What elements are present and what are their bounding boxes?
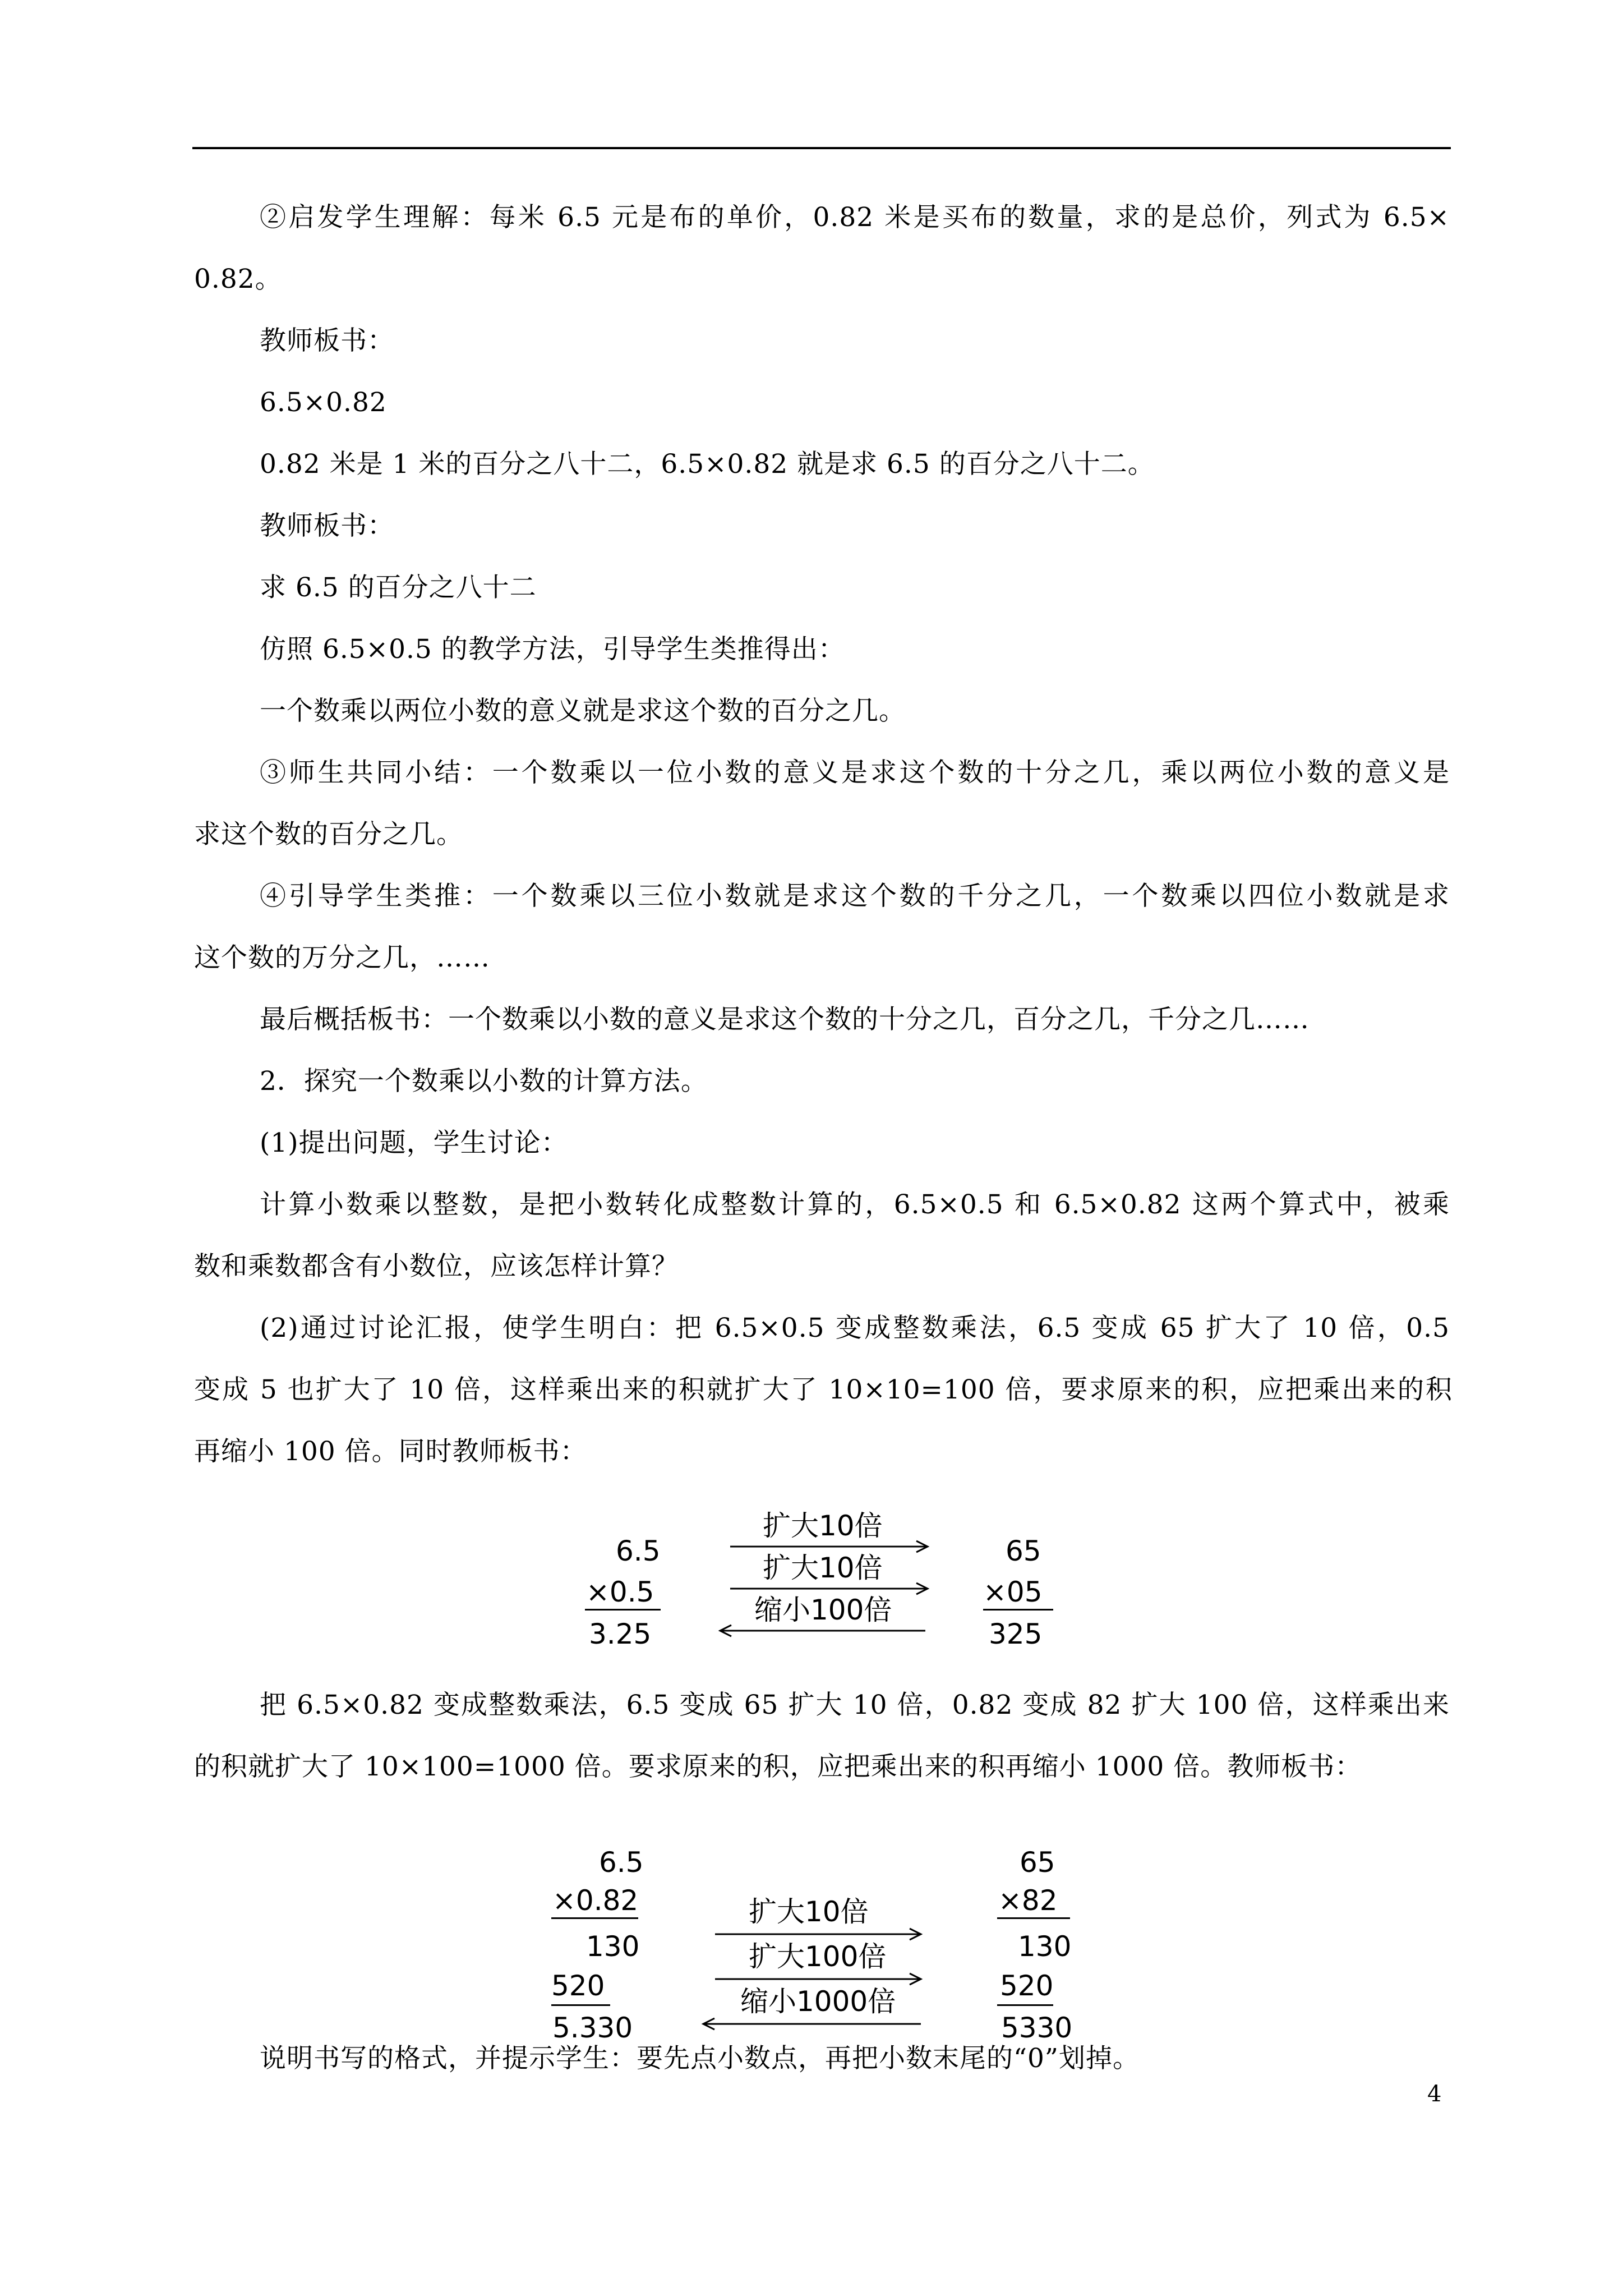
paragraph-line: 6.5×0.82 — [260, 387, 387, 418]
figure-rule — [551, 2004, 610, 2006]
figure-number: 65 — [1006, 1535, 1041, 1567]
paragraph-line: 教师板书： — [260, 510, 394, 541]
figure-number: ×0.82 — [552, 1884, 639, 1917]
paragraph-line: ④引导学生类推：一个数乘以三位小数就是求这个数的千分之几，一个数乘以四位小数就是求 — [260, 881, 1450, 912]
arrows-icon — [712, 1540, 937, 1669]
arrow-label: 扩大100倍 — [749, 1940, 887, 1973]
figure-number: 325 — [989, 1618, 1043, 1650]
figure-number: 3.25 — [589, 1618, 652, 1650]
paragraph-line: 的积就扩大了 10×100=1000 倍。要求原来的积，应把乘出来的积再缩小 1000 倍。教师板书： — [194, 1751, 1362, 1782]
paragraph-line: 计算小数乘以整数，是把小数转化成整数计算的，6.5×0.5 和 6.5×0.82 这两个算式中，被乘 — [260, 1189, 1450, 1220]
figure-number: 520 — [1000, 1970, 1054, 2002]
paragraph-line: 数和乘数都含有小数位，应该怎样计算？ — [194, 1251, 679, 1282]
paragraph-line: 再缩小 100 倍。同时教师板书： — [194, 1436, 587, 1467]
paragraph-line: 0.82 米是 1 米的百分之八十二，6.5×0.82 就是求 6.5 的百分之八十二。 — [260, 449, 1155, 480]
paragraph-line: 0.82。 — [194, 264, 282, 295]
paragraph-line: (2)通过讨论汇报，使学生明白：把 6.5×0.5 变成整数乘法，6.5 变成 65 扩大了 10 倍，0.5 — [260, 1313, 1450, 1343]
figure-rule — [585, 1609, 661, 1611]
figure-number: 520 — [551, 1970, 605, 2002]
paragraph-line: ②启发学生理解：每米 6.5 元是布的单价，0.82 米是买布的数量，求的是总价，列式为 6.5× — [260, 202, 1450, 233]
paragraph-line: 2．探究一个数乘以小数的计算方法。 — [260, 1066, 708, 1097]
paragraph-line: ③师生共同小结：一个数乘以一位小数的意义是求这个数的十分之几，乘以两位小数的意义是 — [260, 757, 1450, 788]
paragraph-line: 这个数的万分之几，…… — [194, 942, 490, 973]
figure-rule — [551, 1917, 638, 1919]
paragraph-line: 变成 5 也扩大了 10 倍，这样乘出来的积就扩大了 10×10=100 倍，要求原来的积，应把乘出来的积 — [194, 1374, 1453, 1405]
paragraph-line: 说明书写的格式，并提示学生：要先点小数点，再把小数末尾的“0”划掉。 — [260, 2043, 1140, 2074]
arrow-label: 扩大10倍 — [763, 1510, 883, 1542]
arrow-label: 扩大10倍 — [763, 1552, 883, 1584]
figure-number: 5330 — [1001, 2012, 1073, 2044]
figure-number: ×05 — [983, 1576, 1043, 1608]
arrow-label: 缩小1000倍 — [740, 1985, 896, 2018]
paragraph-line: 求这个数的百分之几。 — [194, 819, 463, 850]
paragraph-line: 一个数乘以两位小数的意义就是求这个数的百分之几。 — [260, 696, 906, 726]
page-number: 4 — [1427, 2081, 1442, 2107]
figure-number: 65 — [1020, 1846, 1055, 1879]
figure-number: 6.5 — [616, 1535, 661, 1567]
paragraph-line: 把 6.5×0.82 变成整数乘法，6.5 变成 65 扩大 10 倍，0.82 变成 82 扩大 100 倍，这样乘出来 — [260, 1690, 1450, 1720]
arrow-label: 扩大10倍 — [749, 1895, 869, 1928]
figure-rule — [997, 2004, 1053, 2006]
figure-number: ×0.5 — [586, 1576, 654, 1608]
paragraph-line: 教师板书： — [260, 325, 394, 356]
paragraph-line: (1)提出问题，学生讨论： — [260, 1128, 568, 1158]
figure-number: 130 — [586, 1930, 640, 1963]
figure-number: 130 — [1018, 1930, 1072, 1963]
paragraph-line: 求 6.5 的百分之八十二 — [260, 572, 537, 603]
paragraph-line: 仿照 6.5×0.5 的教学方法，引导学生类推得出： — [260, 634, 845, 665]
paragraph-line: 最后概括板书：一个数乘以小数的意义是求这个数的十分之几，百分之几，千分之几…… — [260, 1004, 1310, 1035]
figure-rule — [983, 1609, 1053, 1611]
figure-number: ×82 — [998, 1884, 1058, 1917]
figure-number: 6.5 — [599, 1846, 644, 1879]
arrow-label: 缩小100倍 — [754, 1594, 892, 1626]
figure-number: 5.330 — [552, 2012, 633, 2044]
figure-rule — [997, 1917, 1070, 1919]
header-rule — [192, 147, 1451, 149]
